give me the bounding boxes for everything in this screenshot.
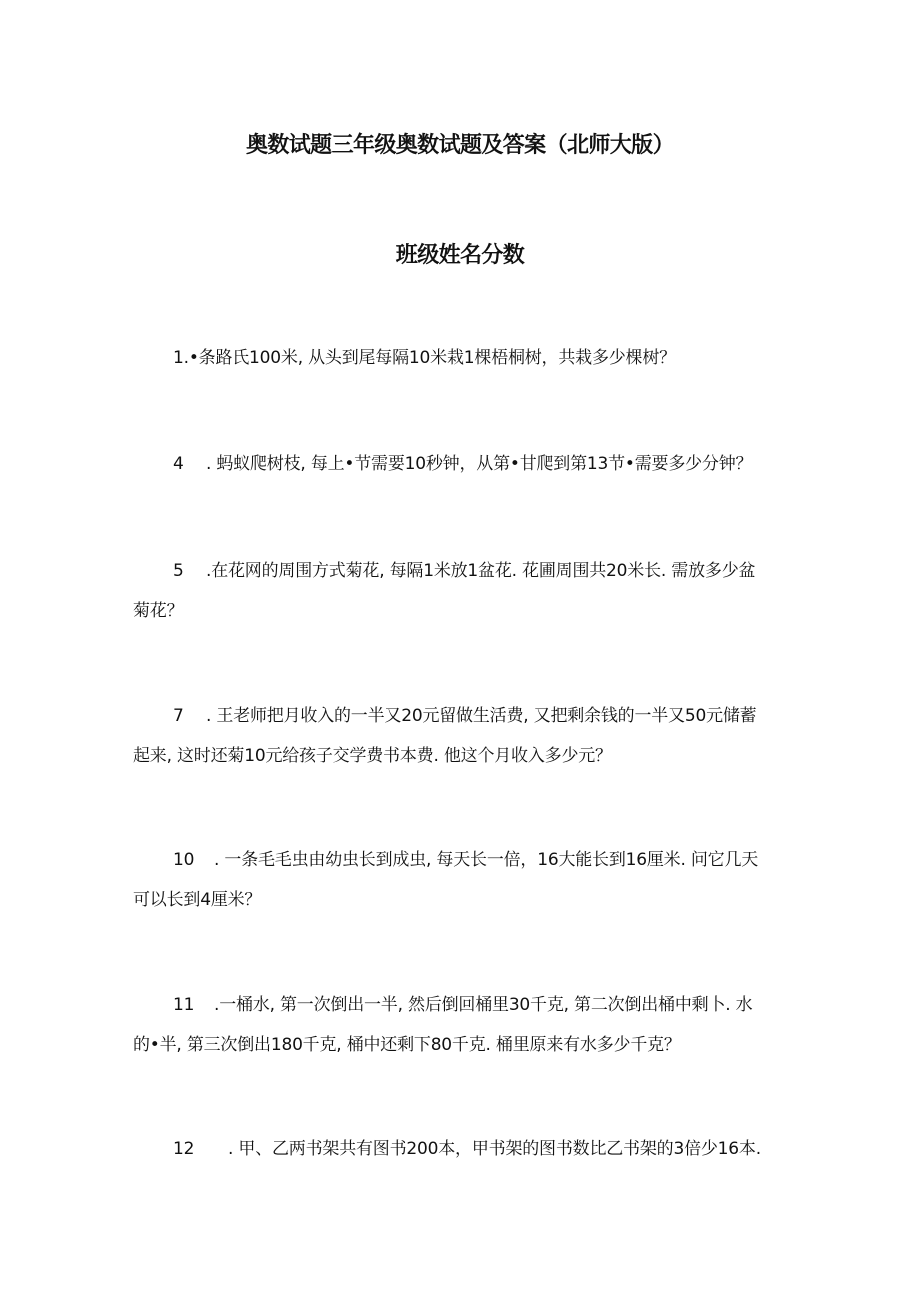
question-text: . 王老师把月收入的一半又20元留做生活费, 又把剩余钱的一半又50元储蓄 — [206, 706, 757, 726]
question-continuation: 可以长到4厘米？ — [133, 890, 262, 910]
question-text: .一桶水, 第一次倒出一半, 然后倒回桶里30千克, 第二次倒出桶中剩卜. 水 — [214, 995, 753, 1015]
page-subtitle: 班级姓名分数 — [395, 243, 525, 268]
question-1 — [133, 338, 793, 378]
question-4 — [133, 444, 793, 484]
question-text: .在花网的周围方式菊花, 每隔1米放1盆花. 花圃周围共20米长. 需放多少盆 — [206, 561, 756, 581]
question-number: 5 — [173, 561, 184, 581]
question-number: 10 — [173, 850, 195, 870]
question-11 — [133, 985, 793, 1065]
question-10 — [133, 840, 793, 920]
question-text: . 甲、乙两书架共有图书200本，甲书架的图书数比乙书架的3倍少16本. — [228, 1139, 761, 1159]
question-number: 1. — [173, 348, 189, 368]
question-line — [133, 338, 793, 378]
question-number: 11 — [173, 995, 195, 1015]
question-7 — [133, 696, 793, 776]
question-line — [133, 985, 793, 1025]
question-line — [133, 840, 793, 880]
question-line — [133, 1129, 793, 1169]
question-number: 12 — [173, 1139, 195, 1159]
question-12 — [133, 1129, 793, 1169]
question-continuation: 菊花？ — [133, 601, 184, 621]
question-continuation: 的•半, 第三次倒出180千克, 桶中还剩下80千克. 桶里原来有水多少千克？ — [133, 1035, 681, 1055]
question-text: •条路氏100米, 从头到尾每隔10米栽1棵梧桐树，共栽多少棵树？ — [188, 348, 676, 368]
question-number: 7 — [173, 706, 184, 726]
page-title: 奥数试题三年级奥数试题及答案（北师大版） — [245, 133, 674, 158]
question-line — [133, 551, 793, 591]
question-line — [133, 444, 793, 484]
question-number: 4 — [173, 454, 184, 474]
question-text: . 一条毛毛虫由幼虫长到成虫, 每天长一倍，16大能长到16厘米. 问它几天 — [214, 850, 759, 870]
question-5 — [133, 551, 793, 631]
question-text: . 蚂蚁爬树枝, 每上•节需要10秒钟，从第•甘爬到第13节•需要多少分钟？ — [206, 454, 753, 474]
question-continuation: 起来, 这时还菊10元给孩子交学费书本费. 他这个月收入多少元？ — [133, 746, 612, 766]
question-line — [133, 696, 793, 736]
